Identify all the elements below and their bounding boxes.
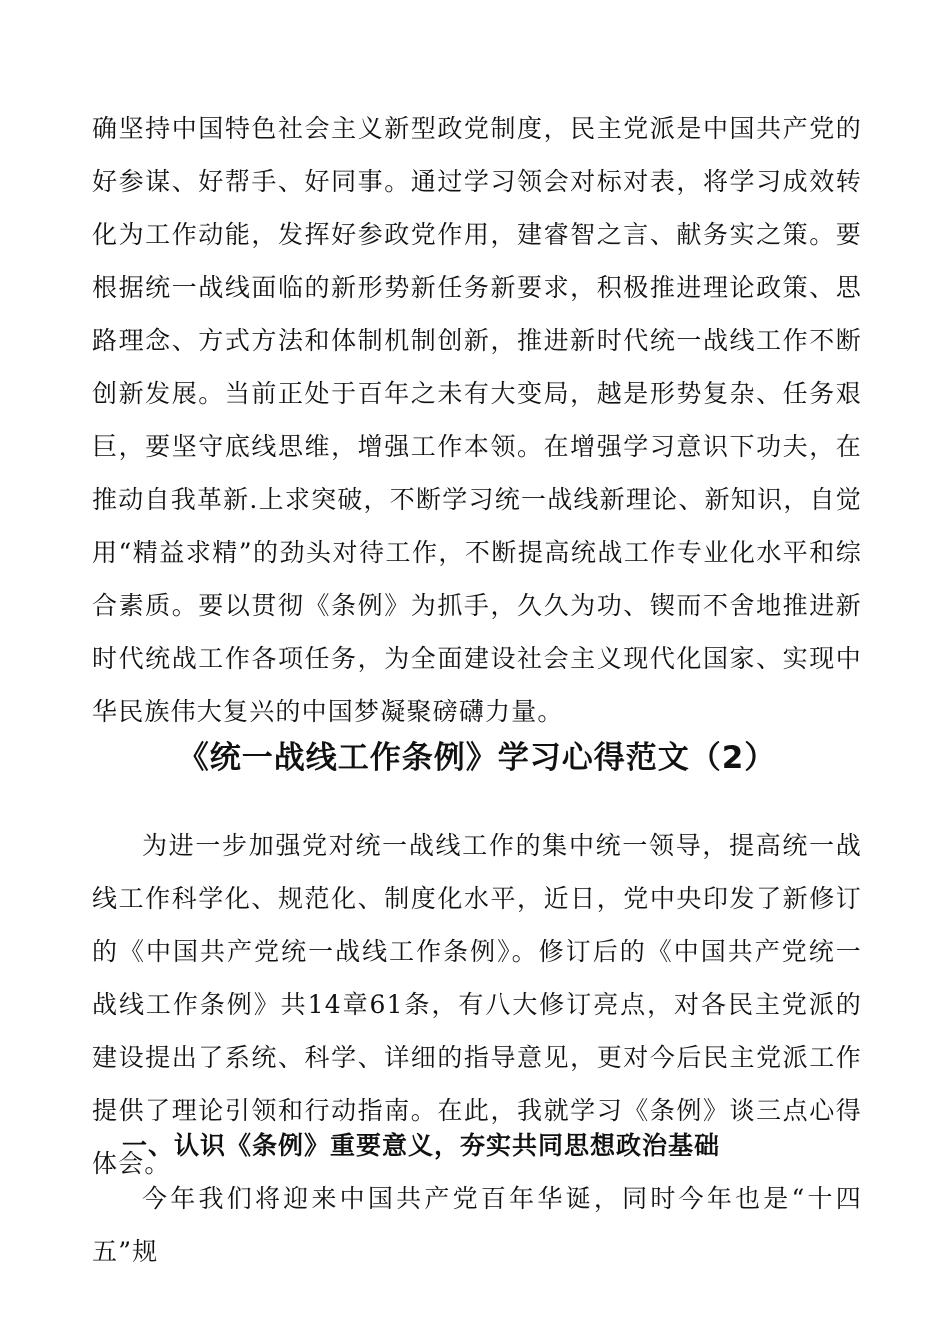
- body-paragraph-continued: 确坚持中国特色社会主义新型政党制度，民主党派是中国共产党的好参谋、好帮手、好同事。通过学习领会对标对表，将学习成效转化为工作动能，发挥好参政党作用，建睿智之言、献务实之策。要根据统一战线面临的新形势新任务新要求，积极推进理论政策、思路理念、方式方法和体制机制创新，推进新时代统一战线工作不断创新发展。当前正处于百年之未有大变局，越是形势复杂、任务艰巨，要坚守底线思维，增强工作本领。在增强学习意识下功夫，在推动自我革新.上求突破，不断学习统一战线新理论、新知识，自觉用“精益求精”的劲头对待工作，不断提高统战工作专业化水平和综合素质。要以贯彻《条例》为抓手，久久为功、锲而不舍地推进新时代统战工作各项任务，为全面建设社会主义现代化国家、实现中华民族伟大复兴的中国梦凝聚磅礴力量。: [92, 114, 862, 726]
- section-heading: 一、认识《条例》重要意义，夯实共同思想政治基础: [122, 1131, 721, 1160]
- document-title: 《统一战线工作条例》学习心得范文（2）: [177, 740, 777, 776]
- body-paragraph-section-one: 今年我们将迎来中国共产党百年华诞，同时今年也是“十四五”规: [92, 1184, 862, 1266]
- body-paragraph-intro: 为进一步加强党对统一战线工作的集中统一领导，提高统一战线工作科学化、规范化、制度化水平，近日，党中央印发了新修订的《中国共产党统一战线工作条例》。修订后的《中国共产党统一战线工作条例》共14章61条，有八大修订亮点，对各民主党派的建设提出了系统、科学、详细的指导意见，更对今后民主党派工作提供了理论引领和行动指南。在此，我就学习《条例》谈三点心得体会。: [92, 831, 862, 1178]
